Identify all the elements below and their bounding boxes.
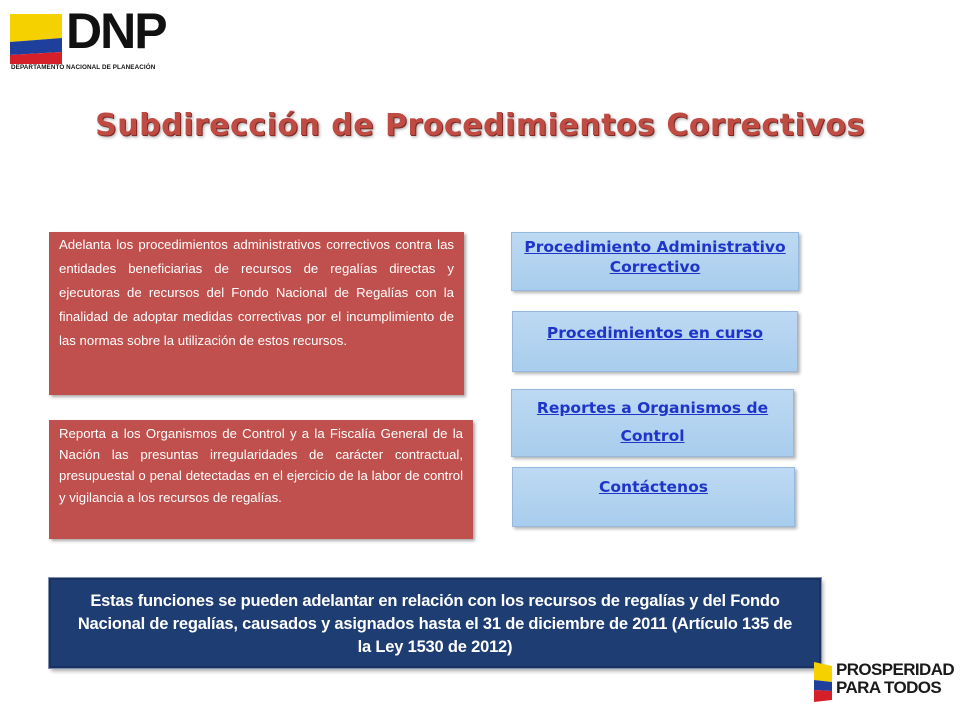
prosperidad-line2: PARA TODOS bbox=[836, 678, 942, 697]
prosperidad-text bbox=[836, 661, 954, 697]
prosperidad-line1: PROSPERIDAD bbox=[836, 660, 955, 679]
dnp-brand: DNP bbox=[66, 3, 166, 59]
link-label[interactable]: Contáctenos bbox=[599, 478, 708, 496]
link-procedimiento-administrativo[interactable] bbox=[511, 232, 799, 291]
dnp-subtitle: DEPARTAMENTO NACIONAL DE PLANEACIÓN bbox=[11, 64, 156, 71]
link-reportes-organismos[interactable] bbox=[511, 389, 794, 457]
prosperidad-logo bbox=[814, 660, 954, 704]
colombia-flag-icon bbox=[10, 12, 62, 64]
page-title: Subdirección de Procedimientos Correctivos bbox=[95, 108, 865, 143]
link-label[interactable]: Procedimientos en curso bbox=[546, 324, 764, 342]
description-box-procedures: Adelanta los procedimientos administrativos correctivos contra las entidades beneficiarias de recursos de regalías directas y ejecutoras de recursos del Fondo Nacional de Regalías con la finalidad de adoptar medidas correctivas por el incumplimiento de las normas sobre la utilización de estos recursos. bbox=[49, 232, 464, 395]
link-contactenos[interactable] bbox=[512, 467, 795, 527]
notice-banner: Estas funciones se pueden adelantar en relación con los recursos de regalías y del Fondo Nacional de regalías, causados y asignados hasta el 31 de diciembre de 2011 (Artículo 135 de la Ley 1530 de 2012) bbox=[49, 578, 821, 668]
link-procedimientos-en-curso[interactable] bbox=[512, 311, 798, 372]
link-label[interactable]: Reportes a Organismos de Control bbox=[536, 399, 769, 445]
link-label[interactable]: Procedimiento Administrativo Correctivo bbox=[524, 238, 786, 276]
dnp-logo bbox=[10, 3, 190, 71]
description-box-reports: Reporta a los Organismos de Control y a la Fiscalía General de la Nación las presuntas irregularidades de carácter contractual, presupuestal o penal detectadas en el ejercicio de la labor de control y vigilancia a los recursos de regalías. bbox=[49, 420, 473, 539]
prosperidad-flag-icon bbox=[814, 662, 834, 707]
